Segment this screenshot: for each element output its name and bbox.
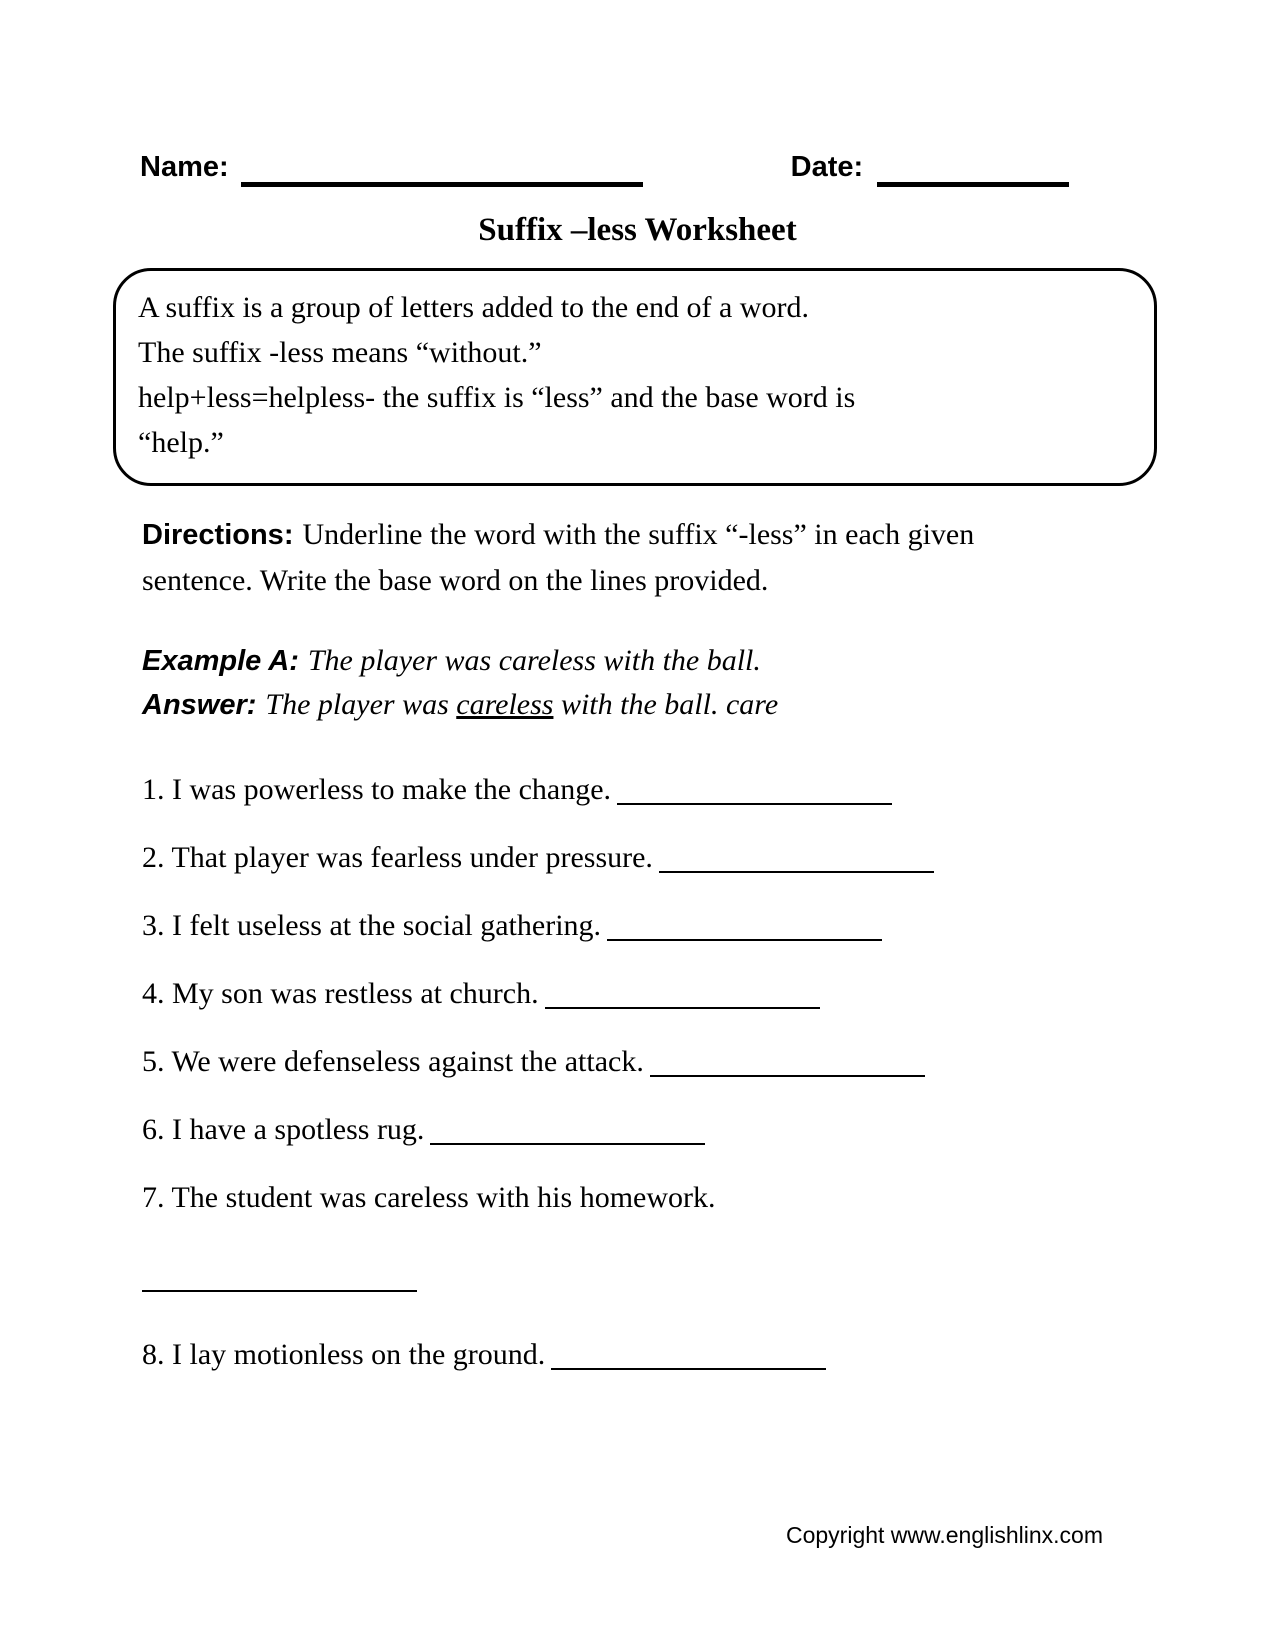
answer-underlined-word: careless bbox=[456, 688, 554, 721]
answer-suffix: with the ball. care bbox=[553, 688, 779, 721]
worksheet-item-5 bbox=[142, 1039, 1057, 1084]
answer-blank-2[interactable] bbox=[659, 841, 934, 873]
answer-line bbox=[142, 683, 1057, 727]
example-a-sentence: The player was careless with the ball. bbox=[307, 644, 761, 677]
item-text: 8. I lay motionless on the ground. bbox=[142, 1338, 546, 1371]
header bbox=[140, 146, 1069, 187]
answer-blank-6[interactable] bbox=[430, 1113, 705, 1145]
example-a-line bbox=[142, 639, 1057, 683]
worksheet-item-7 bbox=[142, 1175, 1057, 1292]
answer-blank-1[interactable] bbox=[617, 773, 892, 805]
definition-box bbox=[113, 268, 1157, 486]
example-block bbox=[142, 639, 1057, 727]
item-text: 3. I felt useless at the social gathering. bbox=[142, 909, 602, 942]
worksheet-item-1 bbox=[142, 767, 1057, 812]
item-text: 2. That player was fearless under pressure. bbox=[142, 841, 653, 874]
answer-blank-7[interactable] bbox=[142, 1250, 417, 1292]
date-blank-line[interactable] bbox=[877, 146, 1069, 187]
answer-blank-8[interactable] bbox=[551, 1338, 826, 1370]
directions-text: Underline the word with the suffix “-less” in each given sentence. Write the base word on the lines provided. bbox=[142, 518, 975, 597]
item-text: 6. I have a spotless rug. bbox=[142, 1113, 425, 1146]
item-text: 7. The student was careless with his homework. bbox=[142, 1181, 716, 1214]
worksheet-item-6 bbox=[142, 1107, 1057, 1152]
answer-prefix: The player was bbox=[265, 688, 457, 721]
worksheet-item-4 bbox=[142, 971, 1057, 1016]
example-a-label: Example A: bbox=[142, 645, 299, 677]
answer-blank-3[interactable] bbox=[607, 909, 882, 941]
item-text: 4. My son was restless at church. bbox=[142, 977, 539, 1010]
page-title: Suffix –less Worksheet bbox=[478, 212, 797, 248]
item-text: 1. I was powerless to make the change. bbox=[142, 773, 612, 806]
definition-line: A suffix is a group of letters added to the end of a word. bbox=[138, 291, 809, 324]
definition-line: “help.” bbox=[138, 426, 224, 459]
worksheet-item-8 bbox=[142, 1332, 1057, 1377]
answer-label: Answer: bbox=[142, 689, 257, 721]
copyright-notice: Copyright www.englishlinx.com bbox=[785, 1522, 1103, 1548]
worksheet-item-3 bbox=[142, 903, 1057, 948]
worksheet-item-2 bbox=[142, 835, 1057, 880]
definition-line: help+less=helpless- the suffix is “less” and the base word is bbox=[138, 381, 856, 414]
item-list bbox=[142, 767, 1057, 1377]
name-blank-line[interactable] bbox=[241, 146, 643, 187]
item-text: 5. We were defenseless against the attack. bbox=[142, 1045, 644, 1078]
name-label: Name: bbox=[140, 151, 229, 183]
worksheet-body bbox=[142, 512, 1057, 1400]
directions-label: Directions: bbox=[142, 519, 294, 551]
answer-blank-5[interactable] bbox=[650, 1045, 925, 1077]
date-label: Date: bbox=[790, 151, 864, 183]
answer-blank-4[interactable] bbox=[545, 977, 820, 1009]
directions bbox=[142, 512, 1057, 603]
definition-line: The suffix -less means “without.” bbox=[138, 336, 542, 369]
